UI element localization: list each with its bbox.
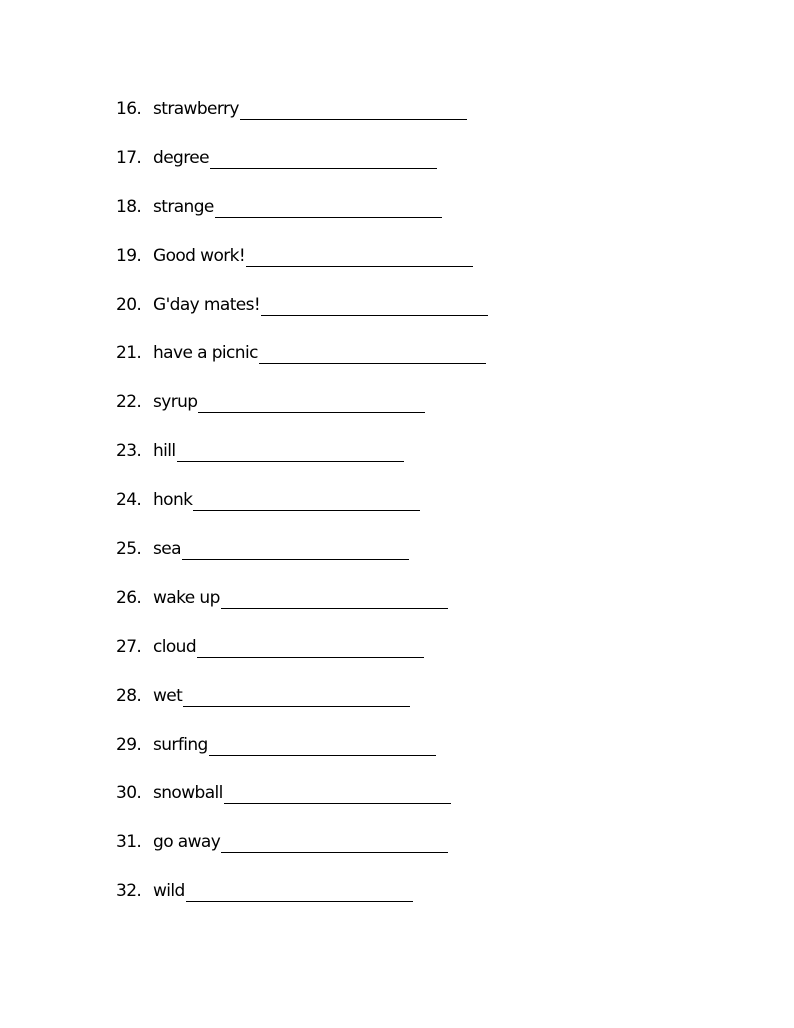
- item-number: 19.: [116, 245, 142, 266]
- item-word: degree: [153, 147, 209, 168]
- item-number: 22.: [116, 392, 142, 413]
- item-number: 16.: [116, 99, 142, 119]
- answer-blank-line[interactable]: [240, 101, 467, 120]
- item-number: 32.: [116, 881, 142, 902]
- item-number: 21.: [116, 343, 142, 364]
- item-word: G'day mates!: [153, 294, 261, 315]
- answer-blank-line[interactable]: [183, 688, 410, 707]
- item-word: wet: [153, 685, 183, 706]
- item-word: snowball: [153, 783, 223, 804]
- item-word: surfing: [153, 734, 208, 755]
- answer-blank-line[interactable]: [177, 443, 404, 462]
- item-number: 17.: [116, 147, 142, 168]
- list-item: [116, 169, 716, 218]
- item-word: cloud: [153, 636, 197, 657]
- item-number: 18.: [116, 196, 142, 217]
- list-item: [116, 316, 716, 365]
- item-number: 28.: [116, 685, 142, 706]
- item-number: 24.: [116, 490, 142, 511]
- answer-blank-line[interactable]: [210, 150, 437, 169]
- item-number: 27.: [116, 636, 142, 657]
- answer-blank-line[interactable]: [186, 883, 413, 902]
- answer-blank-line[interactable]: [221, 834, 448, 853]
- answer-blank-line[interactable]: [198, 394, 425, 413]
- list-item: [116, 120, 716, 169]
- answer-blank-line[interactable]: [197, 639, 424, 658]
- item-number: 23.: [116, 441, 142, 462]
- answer-blank-line[interactable]: [215, 199, 442, 218]
- answer-blank-line[interactable]: [224, 785, 451, 804]
- answer-blank-line[interactable]: [246, 248, 473, 267]
- worksheet-list: [116, 98, 716, 902]
- list-item: [116, 707, 716, 756]
- list-item: [116, 609, 716, 658]
- item-word: wild: [153, 881, 185, 902]
- item-number: 26.: [116, 587, 142, 608]
- list-item: [116, 658, 716, 707]
- item-word: strawberry: [153, 99, 239, 119]
- item-number: 25.: [116, 539, 142, 560]
- list-item: [116, 511, 716, 560]
- answer-blank-line[interactable]: [209, 737, 436, 756]
- item-word: go away: [153, 832, 221, 853]
- list-item: [116, 560, 716, 609]
- item-word: syrup: [153, 392, 198, 413]
- list-item: [116, 98, 716, 120]
- list-item: [116, 413, 716, 462]
- answer-blank-line[interactable]: [193, 492, 420, 511]
- item-number: 30.: [116, 783, 142, 804]
- list-item: [116, 218, 716, 267]
- list-item: [116, 364, 716, 413]
- answer-blank-line[interactable]: [259, 345, 486, 364]
- item-number: 29.: [116, 734, 142, 755]
- item-word: sea: [153, 539, 181, 560]
- item-number: 31.: [116, 832, 142, 853]
- item-number: 20.: [116, 294, 142, 315]
- list-item: [116, 853, 716, 902]
- list-item: [116, 756, 716, 805]
- list-item: [116, 267, 716, 316]
- item-word: hill: [153, 441, 176, 462]
- item-word: wake up: [153, 587, 220, 608]
- item-word: strange: [153, 196, 214, 217]
- list-item: [116, 462, 716, 511]
- list-item: [116, 804, 716, 853]
- answer-blank-line[interactable]: [261, 297, 488, 316]
- item-word: Good work!: [153, 245, 246, 266]
- answer-blank-line[interactable]: [221, 590, 448, 609]
- item-word: honk: [153, 490, 193, 511]
- answer-blank-line[interactable]: [182, 541, 409, 560]
- item-word: have a picnic: [153, 343, 258, 364]
